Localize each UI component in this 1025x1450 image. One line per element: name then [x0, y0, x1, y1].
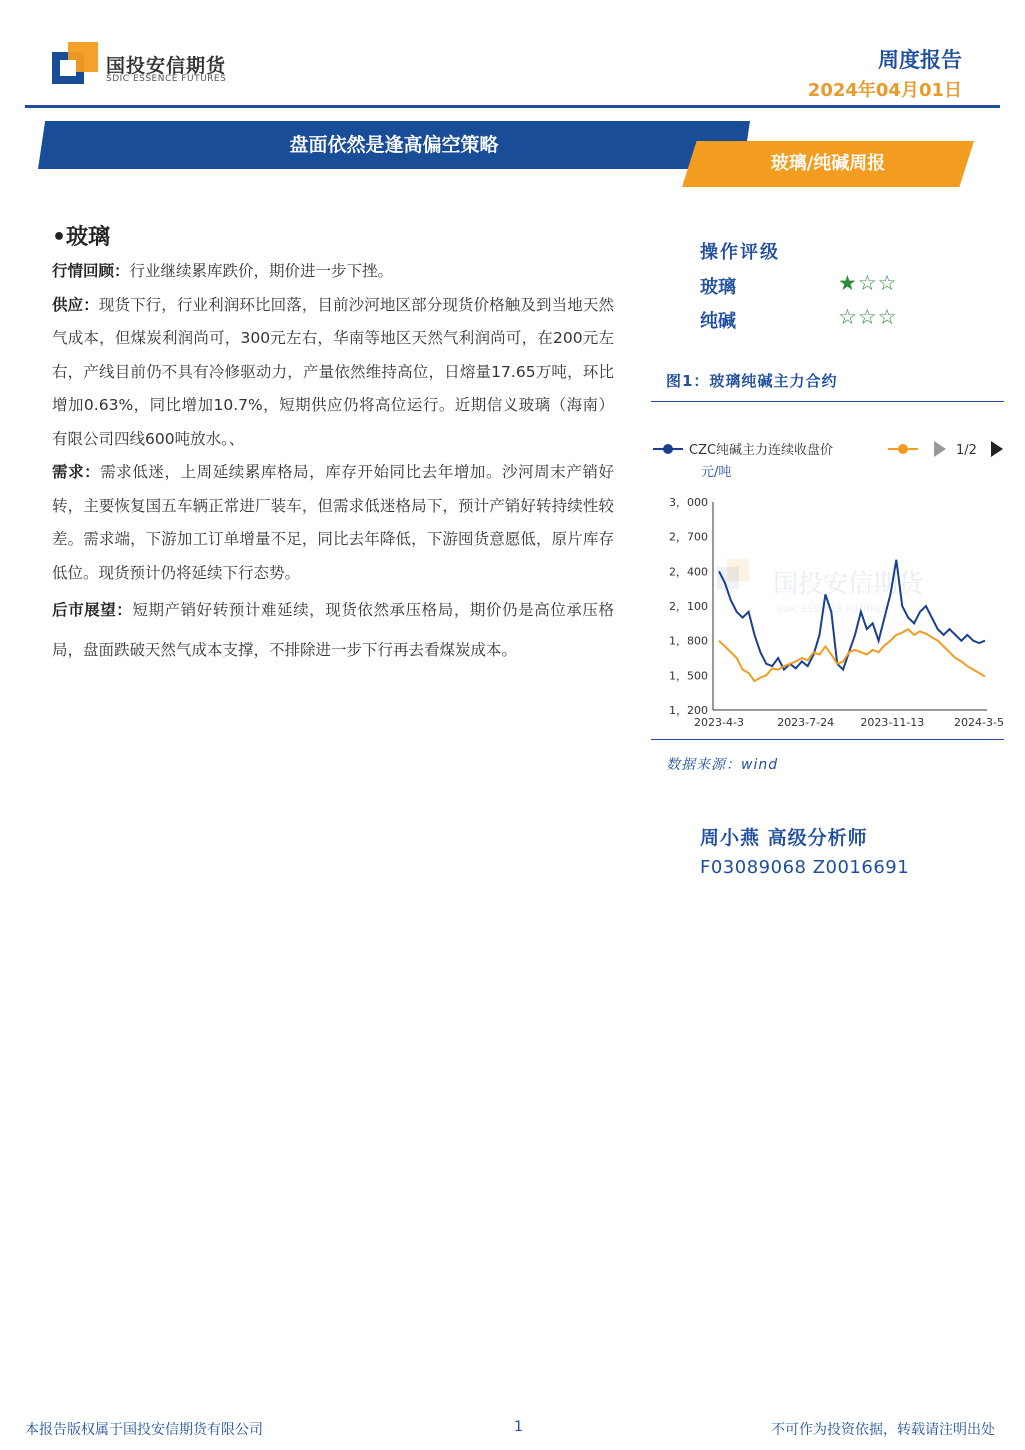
data-source: 数据来源：wind	[666, 757, 779, 773]
y-tick-label: 2，100	[669, 600, 708, 613]
paragraph-label: 需求：	[52, 463, 101, 481]
paragraph-text: 行业继续累库跌价，期价进一步下挫。	[129, 262, 394, 280]
header-divider	[25, 105, 1000, 108]
x-tick-label: 2024-3-5	[954, 716, 1004, 729]
paragraph-label: 供应：	[52, 295, 99, 314]
watermark-text-en: SDIC ESSENCE FUTURES	[777, 605, 888, 615]
x-tick-label: 2023-7-24	[777, 716, 835, 729]
x-tick-label: 2023-4-3	[694, 716, 744, 729]
series-line-glass	[719, 629, 985, 681]
paragraph-text: 短期产销好转预计难延续，现货依然承压格局，期价仍是高位承压格局，盘面跌破天然气成本支撑，不排除进一步下行再去看煤炭成本。	[52, 601, 614, 659]
y-tick-label: 1，800	[669, 634, 708, 648]
report-header	[0, 0, 1025, 110]
footer-disclaimer: 不可作为投资依据，转载请注明出处	[771, 1422, 995, 1438]
rating-stars-glass: ★☆☆	[838, 271, 898, 295]
paragraph-market-review	[52, 255, 614, 289]
watermark-logo-accent	[727, 559, 749, 581]
figure-top-rule	[651, 401, 1004, 402]
page-number: 1	[514, 1419, 523, 1435]
price-line-chart	[651, 430, 1004, 730]
legend-marker-soda	[663, 444, 673, 454]
report-title: 盘面依然是逢高偏空策略	[289, 134, 499, 156]
y-axis-unit: 元/吨	[701, 465, 732, 480]
section-title: •玻璃	[52, 225, 111, 250]
figure-bottom-rule	[651, 739, 1004, 740]
category-tag-label: 玻璃/纯碱周报	[770, 153, 886, 174]
legend-prev-icon	[934, 441, 946, 457]
y-tick-label: 3，000	[669, 496, 708, 509]
legend-label-soda: CZC纯碱主力连续收盘价	[689, 443, 834, 458]
rating-name-glass: 玻璃	[700, 277, 736, 298]
paragraph-label: 后市展望：	[52, 601, 133, 619]
rating-title: 操作评级	[700, 242, 780, 263]
logo-text-en: SDIC ESSENCE FUTURES	[106, 74, 227, 84]
footer-copyright: 本报告版权属于国投安信期货有限公司	[25, 1422, 263, 1438]
paragraph-text: 需求低迷，上周延续累库格局，库存开始同比去年增加。沙河周末产销好转，主要恢复国五车辆正常进厂装车，但需求低迷格局下，预计产销好转持续性较差。需求端，下游加工订单增量不足，同比去年降低，下游囤货意愿低，原片库存低位。现货预计仍将延续下行态势。	[52, 463, 614, 582]
x-tick-label: 2023-11-13	[860, 716, 925, 729]
watermark-text: 国投安信期货	[773, 569, 924, 598]
y-tick-label: 1，200	[669, 704, 708, 717]
rating-stars-soda: ☆☆☆	[838, 305, 898, 329]
figure-title: 图1：玻璃纯碱主力合约	[666, 372, 838, 390]
paragraph-label: 行情回顾：	[52, 262, 130, 280]
legend-next-icon	[991, 441, 1003, 457]
section-body	[52, 255, 614, 670]
rating-name-soda: 纯碱	[700, 311, 736, 332]
y-tick-label: 1，500	[669, 669, 708, 683]
company-logo-icon	[52, 42, 98, 84]
paragraph-text: 现货下行，行业利润环比回落，目前沙河地区部分现货价格触及到当地天然气成本，但煤炭利润尚可，300元左右，华南等地区天然气利润尚可，在200元左右，产线目前仍不具有冷修驱动力，产量依然维持高位，日熔量17.65万吨，环比增加0.63%，同比增加10.7%，短期供应仍将高位运行。近期信义玻璃（海南）有限公司四线600吨放水。、	[52, 295, 614, 448]
analyst-ids: F03089068 Z0016691	[700, 857, 910, 878]
report-type: 周度报告	[878, 48, 962, 72]
paragraph-outlook	[52, 590, 614, 670]
legend-marker-glass	[898, 444, 908, 454]
y-tick-label: 2，700	[669, 530, 708, 544]
y-tick-label: 2，400	[669, 565, 708, 579]
legend-page-indicator: 1/2	[956, 443, 977, 458]
logo-text-cn: 国投安信期货	[106, 55, 227, 77]
paragraph-supply	[52, 289, 614, 457]
paragraph-demand	[52, 456, 614, 590]
report-date: 2024年04月01日	[807, 80, 962, 101]
analyst-name: 周小燕 高级分析师	[700, 827, 868, 849]
